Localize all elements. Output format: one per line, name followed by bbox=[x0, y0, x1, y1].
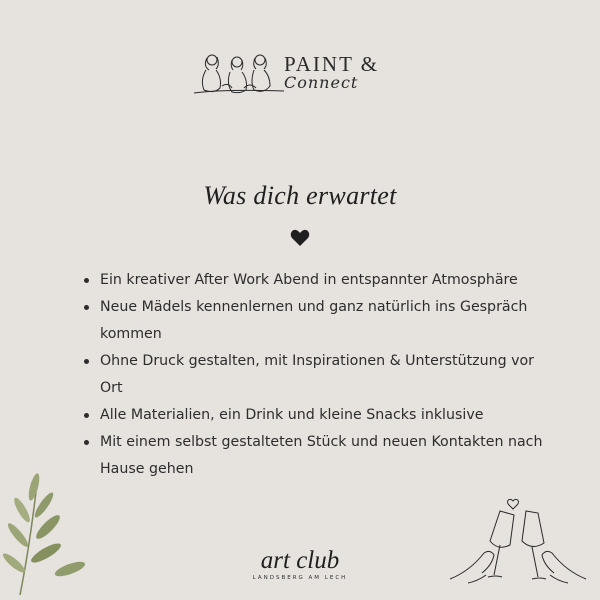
list-item: Neue Mädels kennenlernen und ganz natürlich ins Gespräch kommen bbox=[82, 294, 552, 348]
list-item: Ein kreativer After Work Abend in entspannter Atmosphäre bbox=[82, 267, 552, 294]
section-heading: Was dich erwartet bbox=[203, 181, 397, 210]
toasting-glasses-icon bbox=[448, 495, 588, 595]
list-item: Mit einem selbst gestalteten Stück und neuen Kontakten nach Hause gehen bbox=[82, 429, 552, 483]
heart-icon bbox=[290, 229, 310, 247]
paint-and-connect-logo bbox=[192, 48, 392, 108]
brand-name: art club bbox=[260, 547, 340, 574]
expectations-list bbox=[82, 267, 552, 483]
logo-subtitle: Connect bbox=[284, 73, 359, 92]
list-item: Ohne Druck gestalten, mit Inspirationen & Unterstützung vor Ort bbox=[82, 348, 552, 402]
list-item: Alle Materialien, ein Drink und kleine Snacks inklusive bbox=[82, 402, 552, 429]
women-line-art-icon bbox=[192, 48, 287, 108]
logo-title: PAINT & bbox=[284, 52, 380, 76]
brand-subtitle: LANDSBERG AM LECH bbox=[252, 575, 348, 581]
